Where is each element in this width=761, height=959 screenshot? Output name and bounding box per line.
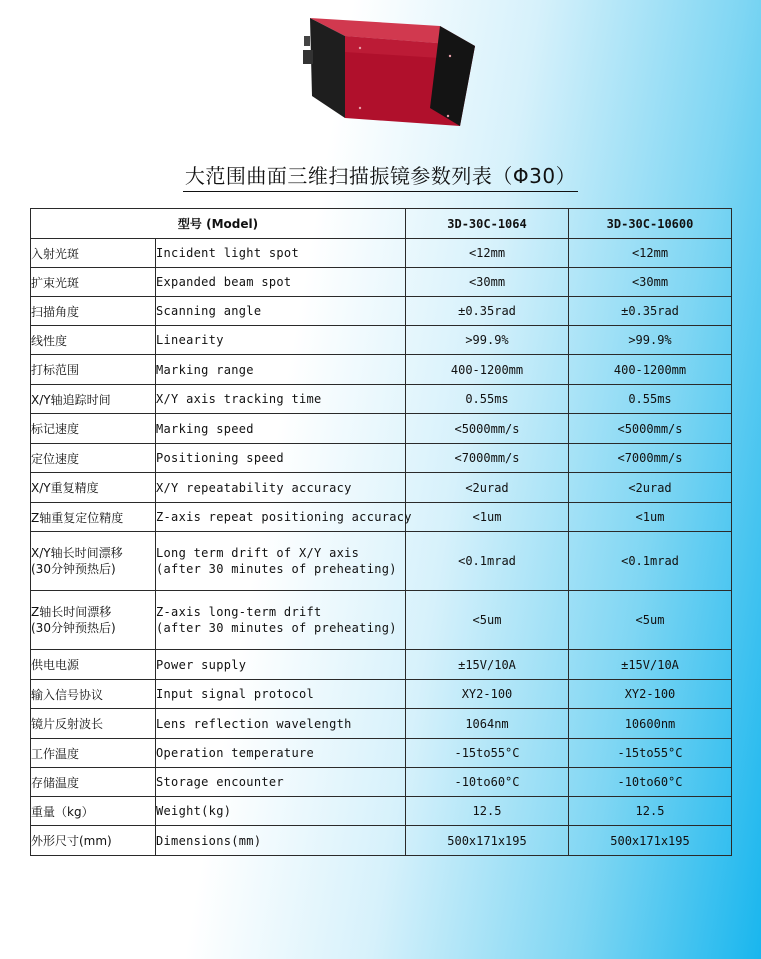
table-row: [31, 268, 732, 297]
table-row: [31, 650, 732, 680]
param-name-cn: 镜片反射波长: [31, 709, 156, 739]
param-name-cn-line: Z轴长时间漂移: [31, 605, 112, 619]
param-name-en: [156, 591, 406, 650]
param-name-cn: 工作温度: [31, 739, 156, 768]
param-name-cn: 重量（kg）: [31, 797, 156, 826]
value-col2: <1um: [569, 503, 732, 532]
value-col1: ±0.35rad: [406, 297, 569, 326]
param-name-cn-line: X/Y轴长时间漂移: [31, 546, 123, 560]
value-col2: 400-1200mm: [569, 355, 732, 385]
value-col2: -15to55°C: [569, 739, 732, 768]
value-col1: ±15V/10A: [406, 650, 569, 680]
table-row: [31, 239, 732, 268]
param-name-cn: 扫描角度: [31, 297, 156, 326]
param-name-cn: 入射光斑: [31, 239, 156, 268]
value-col1: XY2-100: [406, 680, 569, 709]
param-name-en-line: Long term drift of X/Y axis: [156, 546, 360, 560]
param-name-en: Operation temperature: [156, 739, 406, 768]
param-name-cn: [31, 591, 156, 650]
table-row: [31, 326, 732, 355]
value-col1: <5um: [406, 591, 569, 650]
value-col2: <30mm: [569, 268, 732, 297]
value-col1: -15to55°C: [406, 739, 569, 768]
value-col1: >99.9%: [406, 326, 569, 355]
param-name-en: Input signal protocol: [156, 680, 406, 709]
table-row: [31, 739, 732, 768]
value-col2: 12.5: [569, 797, 732, 826]
value-col1: 1064nm: [406, 709, 569, 739]
param-name-cn: 标记速度: [31, 414, 156, 444]
param-name-en: Storage encounter: [156, 768, 406, 797]
model-col1-header: 3D-30C-1064: [406, 209, 569, 239]
value-col1: <7000mm/s: [406, 444, 569, 473]
param-name-en: Dimensions(mm): [156, 826, 406, 856]
value-col2: <12mm: [569, 239, 732, 268]
param-name-en: Linearity: [156, 326, 406, 355]
table-row: [31, 297, 732, 326]
table-row: [31, 385, 732, 414]
param-name-en: Marking range: [156, 355, 406, 385]
value-col1: 0.55ms: [406, 385, 569, 414]
table-header-row: [31, 209, 732, 239]
param-name-en: Positioning speed: [156, 444, 406, 473]
table-row: [31, 355, 732, 385]
model-col2-header: 3D-30C-10600: [569, 209, 732, 239]
param-name-en-line: (after 30 minutes of preheating): [156, 621, 397, 635]
table-row: [31, 532, 732, 591]
value-col2: <5000mm/s: [569, 414, 732, 444]
value-col2: <2urad: [569, 473, 732, 503]
param-name-en: Z-axis repeat positioning accuracy: [156, 503, 406, 532]
value-col1: 400-1200mm: [406, 355, 569, 385]
value-col1: <12mm: [406, 239, 569, 268]
value-col2: -10to60°C: [569, 768, 732, 797]
param-name-cn: 打标范围: [31, 355, 156, 385]
value-col2: >99.9%: [569, 326, 732, 355]
value-col1: <2urad: [406, 473, 569, 503]
table-row: [31, 503, 732, 532]
value-col2: <5um: [569, 591, 732, 650]
table-row: [31, 709, 732, 739]
value-col1: <1um: [406, 503, 569, 532]
value-col1: <0.1mrad: [406, 532, 569, 591]
value-col2: ±15V/10A: [569, 650, 732, 680]
param-name-en: Expanded beam spot: [156, 268, 406, 297]
param-name-cn-line: (30分钟预热后): [31, 562, 116, 576]
page-title: [0, 160, 761, 192]
value-col2: 10600nm: [569, 709, 732, 739]
table-row: [31, 473, 732, 503]
param-name-en: Weight(kg): [156, 797, 406, 826]
value-col1: 12.5: [406, 797, 569, 826]
param-name-en: Marking speed: [156, 414, 406, 444]
param-name-en: Incident light spot: [156, 239, 406, 268]
param-name-cn: 输入信号协议: [31, 680, 156, 709]
table-row: [31, 768, 732, 797]
param-name-cn: 扩束光斑: [31, 268, 156, 297]
model-header: 型号 (Model): [31, 209, 406, 239]
param-name-cn: 存储温度: [31, 768, 156, 797]
param-name-cn-line: (30分钟预热后): [31, 621, 116, 635]
value-col1: -10to60°C: [406, 768, 569, 797]
value-col2: <0.1mrad: [569, 532, 732, 591]
table-row: [31, 826, 732, 856]
param-name-cn: 线性度: [31, 326, 156, 355]
table-row: [31, 797, 732, 826]
value-col2: ±0.35rad: [569, 297, 732, 326]
param-name-cn: 供电电源: [31, 650, 156, 680]
param-name-cn: 定位速度: [31, 444, 156, 473]
spec-table: [30, 208, 732, 856]
spec-table-body: [31, 239, 732, 856]
param-name-en: Power supply: [156, 650, 406, 680]
value-col1: <5000mm/s: [406, 414, 569, 444]
value-col2: 0.55ms: [569, 385, 732, 414]
value-col2: 500x171x195: [569, 826, 732, 856]
param-name-cn: [31, 532, 156, 591]
page-title-text: 大范围曲面三维扫描振镜参数列表（Φ30）: [183, 160, 578, 192]
param-name-en: X/Y repeatability accuracy: [156, 473, 406, 503]
param-name-en-line: Z-axis long-term drift: [156, 605, 322, 619]
param-name-en: Lens reflection wavelength: [156, 709, 406, 739]
value-col2: XY2-100: [569, 680, 732, 709]
param-name-cn: X/Y重复精度: [31, 473, 156, 503]
table-row: [31, 444, 732, 473]
table-row: [31, 591, 732, 650]
product-image: [300, 8, 480, 133]
param-name-en-line: (after 30 minutes of preheating): [156, 562, 397, 576]
value-col1: 500x171x195: [406, 826, 569, 856]
param-name-cn: 外形尺寸(mm): [31, 826, 156, 856]
value-col1: <30mm: [406, 268, 569, 297]
table-row: [31, 680, 732, 709]
table-row: [31, 414, 732, 444]
param-name-en: Scanning angle: [156, 297, 406, 326]
param-name-en: X/Y axis tracking time: [156, 385, 406, 414]
value-col2: <7000mm/s: [569, 444, 732, 473]
param-name-cn: X/Y轴追踪时间: [31, 385, 156, 414]
param-name-cn: Z轴重复定位精度: [31, 503, 156, 532]
param-name-en: [156, 532, 406, 591]
